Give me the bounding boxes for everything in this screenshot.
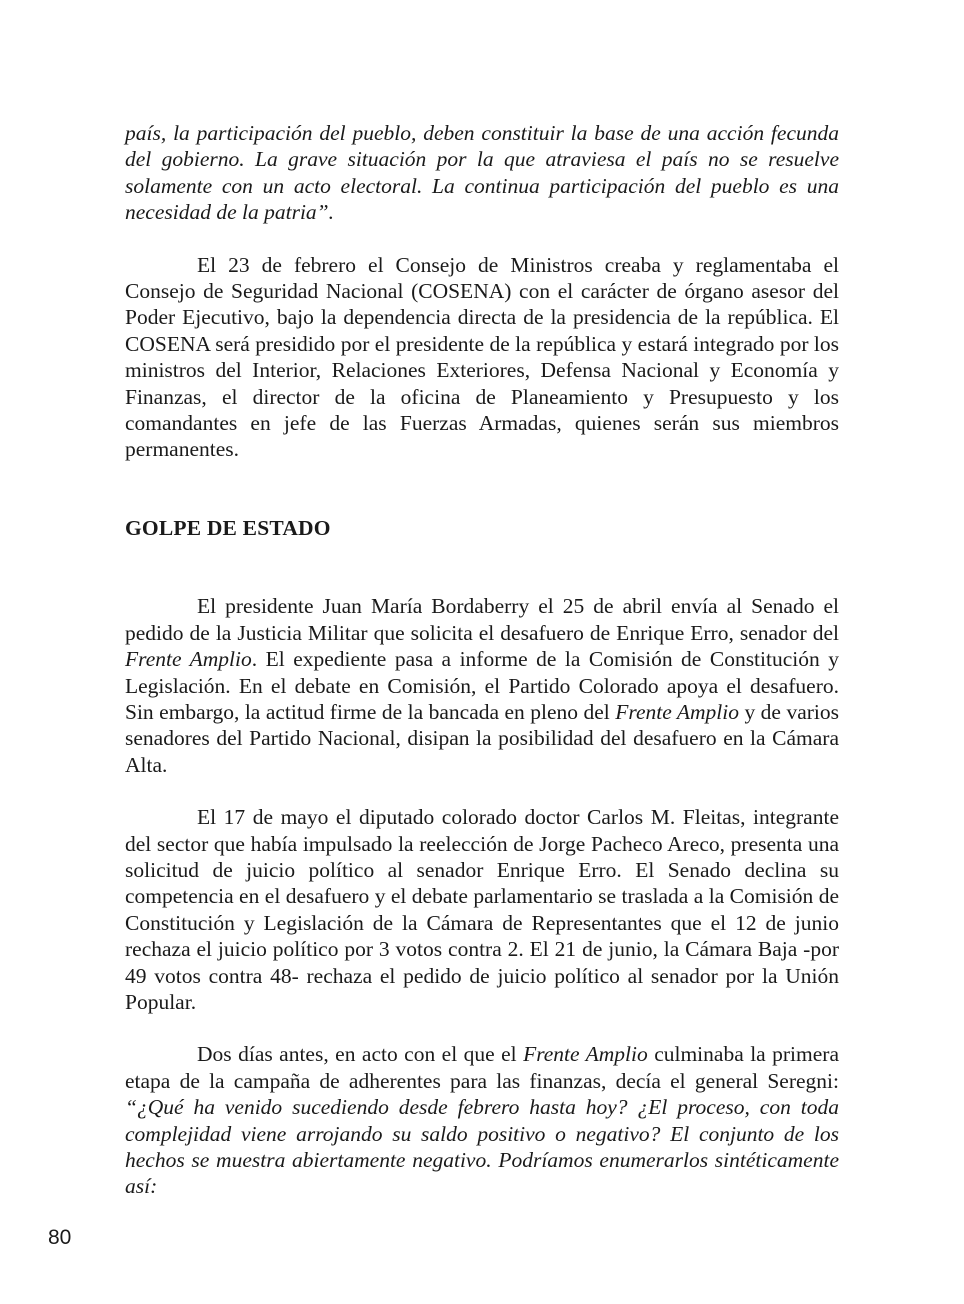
paragraph-cosena: El 23 de febrero el Consejo de Ministros creaba y reglamentaba el Consejo de Seguridad Nacional (COSENA) con el carácter de órgano asesor del Poder Ejecutivo, bajo la dependencia directa de la presidencia de la república. El COSENA será presidido por el presidente de la república y estará integrado por los ministros del Interior, Relaciones Exteriores, Defensa Nacional y Economía y Finanzas, el director de la oficina de Planeamiento y Presupuesto y los comandantes en jefe de las Fuerzas Armadas, quienes serán sus miembros permanentes.: [125, 252, 839, 462]
emphasis-frente-amplio: Frente Amplio: [523, 1042, 648, 1067]
paragraph-juicio-politico: El 17 de mayo el diputado colorado doctor Carlos M. Fleitas, integrante del sector que había impulsado la reelección de Jorge Pacheco Areco, presenta una solicitud de juicio político al senador Enrique Erro. El Senado declina su competencia en el desafuero y el debate parlamentario se traslada a la Comisión de Constitución y Legislación de la Cámara de Representantes que el 12 de junio rechaza el juicio político por 3 votos contra 2. El 21 de junio, la Cámara Baja -por 49 votos contra 48- rechaza el pedido de juicio político al senador por la Unión Popular.: [125, 805, 839, 1014]
page-body: [125, 120, 839, 1200]
text-run: El presidente Juan María Bordaberry el 25 de abril envía al Senado el pedido de la Justicia Militar que solicita el desafuero de Enrique Erro, senador del: [125, 594, 839, 645]
section-heading: GOLPE DE ESTADO: [125, 515, 331, 540]
emphasis-frente-amplio: Frente Amplio: [125, 647, 252, 672]
emphasis-frente-amplio: Frente Amplio: [615, 699, 739, 724]
quote-seregni: “¿Qué ha venido sucediendo desde febrero hasta hoy? ¿El proceso, con toda complejidad viene arrojando su saldo positivo o negativo? El conjunto de los hechos se muestra abiertamente negativo. Podríamos enumerarlos sintéticamente así:: [125, 1095, 839, 1199]
text-run: Dos días antes, en acto con el que el: [197, 1042, 524, 1067]
page-number: 80: [48, 1226, 72, 1249]
text-run: y de varios senadores del Partido Nacional, disipan la posibilidad del desafuero en la Cámara Alta.: [125, 699, 839, 777]
quote-continuation: país, la participación del pueblo, deben constituir la base de una acción fecunda del gobierno. La grave situación por la que atraviesa el país no se resuelve solamente con un acto electoral. La continua participación del pueblo es una necesidad de la patria”.: [125, 121, 839, 225]
paragraph-desafuero: [125, 593, 839, 778]
text-run: culminaba la primera etapa de la campaña de adherentes para las finanzas, decía el general Seregni:: [125, 1042, 840, 1093]
text-run: . El expediente pasa a informe de la Comisión de Constitución y Legislación. En el debate en Comisión, el Partido Colorado apoya el desafuero. Sin embargo, la actitud firme de la bancada en pleno del: [125, 647, 839, 724]
paragraph-seregni: [125, 1041, 839, 1199]
